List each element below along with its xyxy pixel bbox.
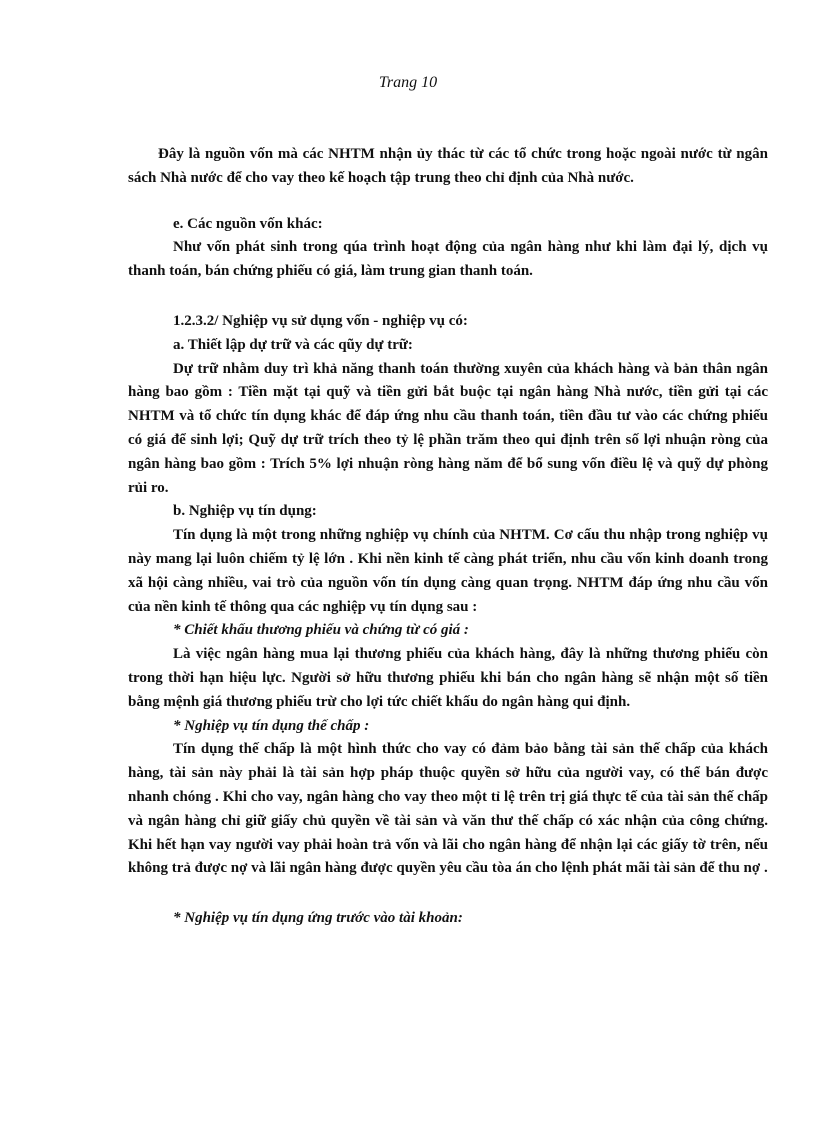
page-number-header: Trang 10 — [378, 74, 438, 91]
paragraph-other-sources: Như vốn phát sinh trong qúa trình hoạt động của ngân hàng như khi làm đại lý, dịch vụ thanh toán, bán chứng phiếu có giá, làm trung gian thanh toán. — [128, 239, 768, 280]
paragraph-reserves: Dự trữ nhằm duy trì khả năng thanh toán thường xuyên của khách hàng và bản thân ngân hàng bao gồm : Tiền mặt tại quỹ và tiền gửi bắt buộc tại ngân hàng Nhà nước, tiền gửi tại các NHTM và tổ chức tín dụng khác để đáp ứng nhu cầu thanh toán, tiền đầu tư vào các chứng phiếu có giá để sinh lợi; Quỹ dự trữ trích theo tỷ lệ phần trăm theo qui định trên số lợi nhuận ròng của ngân hàng bao gồm : Trích 5% lợi nhuận ròng hàng năm để bổ sung vốn điều lệ và quỹ dự phòng rủi ro. — [128, 360, 768, 496]
document-body — [128, 143, 768, 931]
subheading-discount: * Chiết khấu thương phiếu và chứng từ có giá : — [173, 622, 469, 639]
paragraph-trust-funds: Đây là nguồn vốn mà các NHTM nhận ủy thác từ các tổ chức trong hoặc ngoài nước từ ngân sách Nhà nước để cho vay theo kế hoạch tập trung theo chỉ định của Nhà nước. — [128, 146, 768, 186]
heading-other-sources: e. Các nguồn vốn khác: — [173, 215, 323, 232]
paragraph-mortgage-credit: Tín dụng thế chấp là một hình thức cho vay có đảm bảo bằng tài sản thế chấp của khách hàng, tài sản này phải là tài sản hợp pháp thuộc quyền sở hữu của người vay, có thể bán được nhanh chóng . Khi cho vay, ngân hàng cho vay theo một tỉ lệ trên trị giá thực tế của tài sản thế chấp và ngân hàng chỉ giữ giấy chủ quyền về tài sản và văn thư thế chấp có xác nhận của công chứng. Khi hết hạn vay người vay phải hoàn trả vốn và lãi cho ngân hàng để nhận lại các giấy tờ trên, nếu không trả được nợ và lãi ngân hàng được quyền yêu cầu tòa án cho lệnh phát mãi tài sản để thu nợ . — [128, 741, 768, 877]
heading-credit-operations: b. Nghiệp vụ tín dụng: — [173, 503, 317, 520]
heading-asset-operations: 1.2.3.2/ Nghiệp vụ sử dụng vốn - nghiệp vụ có: — [173, 312, 468, 329]
subheading-advance-credit: * Nghiệp vụ tín dụng ứng trước vào tài khoản: — [173, 910, 463, 927]
paragraph-discount: Là việc ngân hàng mua lại thương phiếu của khách hàng, đây là những thương phiếu còn trong thời hạn hiệu lực. Người sở hữu thương phiếu khi bán cho ngân hàng sẽ nhận một số tiền bằng mệnh giá thương phiếu trừ cho lợi tức chiết khấu do ngân hàng qui định. — [128, 646, 768, 710]
paragraph-credit-operations: Tín dụng là một trong những nghiệp vụ chính của NHTM. Cơ cấu thu nhập trong nghiệp vụ này mang lại luôn chiếm tỷ lệ lớn . Khi nền kinh tế càng phát triển, nhu cầu vốn kinh doanh trong xã hội càng nhiều, vai trò của nguồn vốn tín dụng càng quan trọng. NHTM đáp ứng nhu cầu vốn của nền kinh tế thông qua các nghiệp vụ tín dụng sau : — [128, 527, 768, 615]
subheading-mortgage-credit: * Nghiệp vụ tín dụng thế chấp : — [173, 717, 370, 734]
heading-reserves: a. Thiết lập dự trữ và các qũy dự trữ: — [173, 336, 413, 353]
